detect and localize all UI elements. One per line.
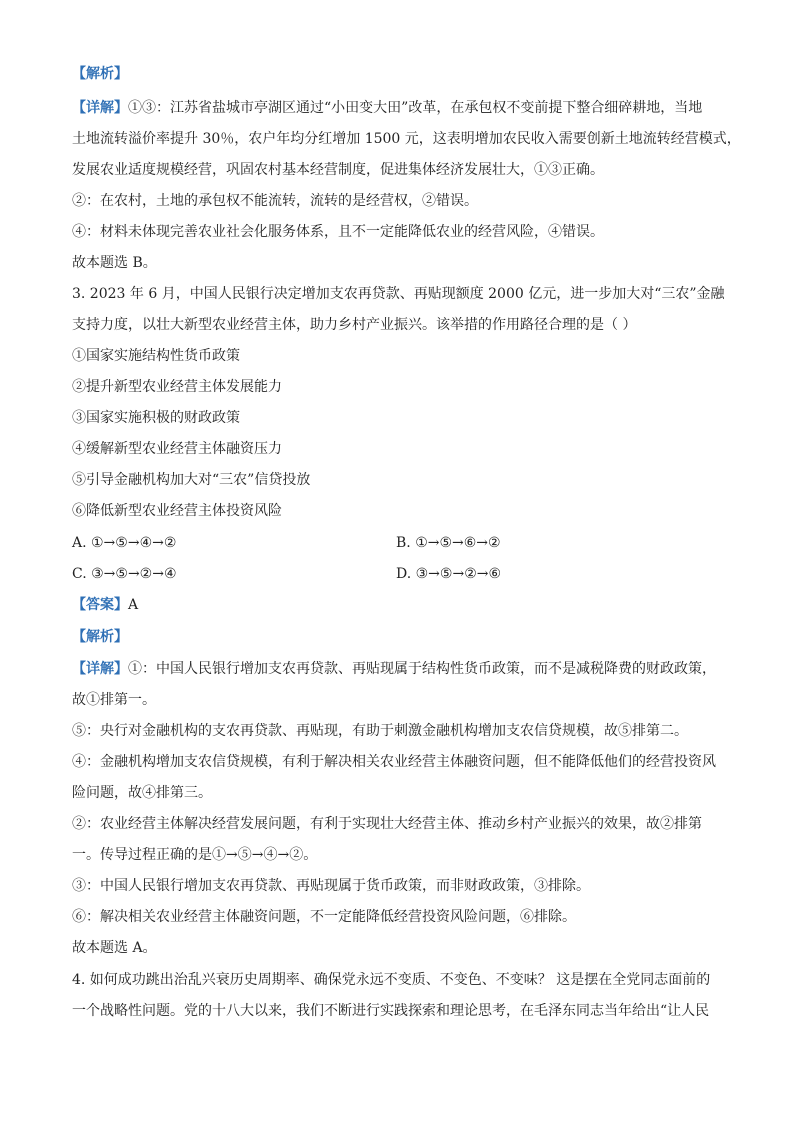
detail-paragraph-line: 土地流转溢价率提升 30％，农户年均分红增加 1500 元，这表明增加农民收入需要创新土地流转经营模式， (72, 131, 741, 147)
option-a: A. ①→⑤→④→② (72, 535, 177, 551)
detail-label: 【详解】 (72, 661, 128, 677)
analysis-heading (72, 627, 128, 647)
question-3-stem: 3. 2023 年 6 月，中国人民银行决定增加支农再贷款、再贴现额度 2000 亿元，进一步加大对“三农”金融 (72, 286, 725, 302)
explanation-point-4: 险问题，故④排第三。 (72, 785, 212, 801)
option-c: C. ③→⑤→②→④ (72, 566, 177, 582)
answer-label: 【答案】 (72, 597, 128, 613)
answer-value: A (128, 597, 139, 613)
question-4-stem: 4. 如何成功跳出治乱兴衰历史周期率、确保党永远不变质、不变色、不变味？ 这是摆在全党同志面前的 (72, 972, 711, 988)
option-d: D. ③→⑤→②→⑥ (396, 566, 502, 582)
detail-text: ①：中国人民银行增加支农再贷款、再贴现属于结构性货币政策，而不是减税降费的财政政策， (128, 661, 716, 677)
question-3-stem: 支持力度，以壮大新型农业经营主体，助力乡村产业振兴。该举措的作用路径合理的是（ ） (72, 317, 637, 333)
statement-item: ③国家实施积极的财政政策 (72, 410, 240, 426)
explanation-point-4: ④：材料未体现完善农业社会化服务体系，且不一定能降低农业的经营风险，④错误。 (72, 224, 604, 240)
conclusion-text: 故本题选 A。 (72, 940, 157, 956)
detail-paragraph-line (72, 98, 702, 118)
detail-text: ①③：江苏省盐城市亭湖区通过“小田变大田”改革，在承包权不变前提下整合细碎耕地，当地 (128, 100, 703, 116)
analysis-label: 【解析】 (72, 66, 128, 82)
conclusion-text: 故本题选 B。 (72, 255, 157, 271)
detail-paragraph-line: 故①排第一。 (72, 692, 156, 708)
explanation-point-5: ⑤：央行对金融机构的支农再贷款、再贴现，有助于刺激金融机构增加支农信贷规模，故⑤排第二。 (72, 723, 688, 739)
explanation-point-6: ⑥：解决相关农业经营主体融资问题，不一定能降低经营投资风险问题，⑥排除。 (72, 909, 576, 925)
explanation-point-2: 一。传导过程正确的是①→⑤→④→②。 (72, 847, 318, 863)
statement-item: ④缓解新型农业经营主体融资压力 (72, 441, 282, 457)
answer-line (72, 595, 138, 615)
explanation-point-3: ③：中国人民银行增加支农再贷款、再贴现属于货币政策，而非财政政策，③排除。 (72, 878, 590, 894)
question-4-stem: 一个战略性问题。党的十八大以来，我们不断进行实践探索和理论思考，在毛泽东同志当年给出“让人民 (72, 1003, 710, 1019)
option-b: B. ①→⑤→⑥→② (396, 535, 501, 551)
statement-item: ⑥降低新型农业经营主体投资风险 (72, 503, 282, 519)
statement-item: ⑤引导金融机构加大对“三农”信贷投放 (72, 472, 311, 488)
explanation-point-2: ②：在农村，土地的承包权不能流转，流转的是经营权，②错误。 (72, 193, 478, 209)
detail-paragraph-line (72, 659, 716, 679)
statement-item: ①国家实施结构性货币政策 (72, 348, 240, 364)
explanation-point-4: ④：金融机构增加支农信贷规模，有利于解决相关农业经营主体融资问题，但不能降低他们的经营投资风 (72, 754, 716, 770)
statement-item: ②提升新型农业经营主体发展能力 (72, 379, 282, 395)
analysis-label: 【解析】 (72, 629, 128, 645)
explanation-point-2: ②：农业经营主体解决经营发展问题，有利于实现壮大经营主体、推动乡村产业振兴的效果，故②排第 (72, 816, 702, 832)
detail-label: 【详解】 (72, 100, 128, 116)
analysis-heading (72, 64, 128, 84)
detail-paragraph-line: 发展农业适度规模经营，巩固农村基本经营制度，促进集体经济发展壮大，①③正确。 (72, 162, 604, 178)
